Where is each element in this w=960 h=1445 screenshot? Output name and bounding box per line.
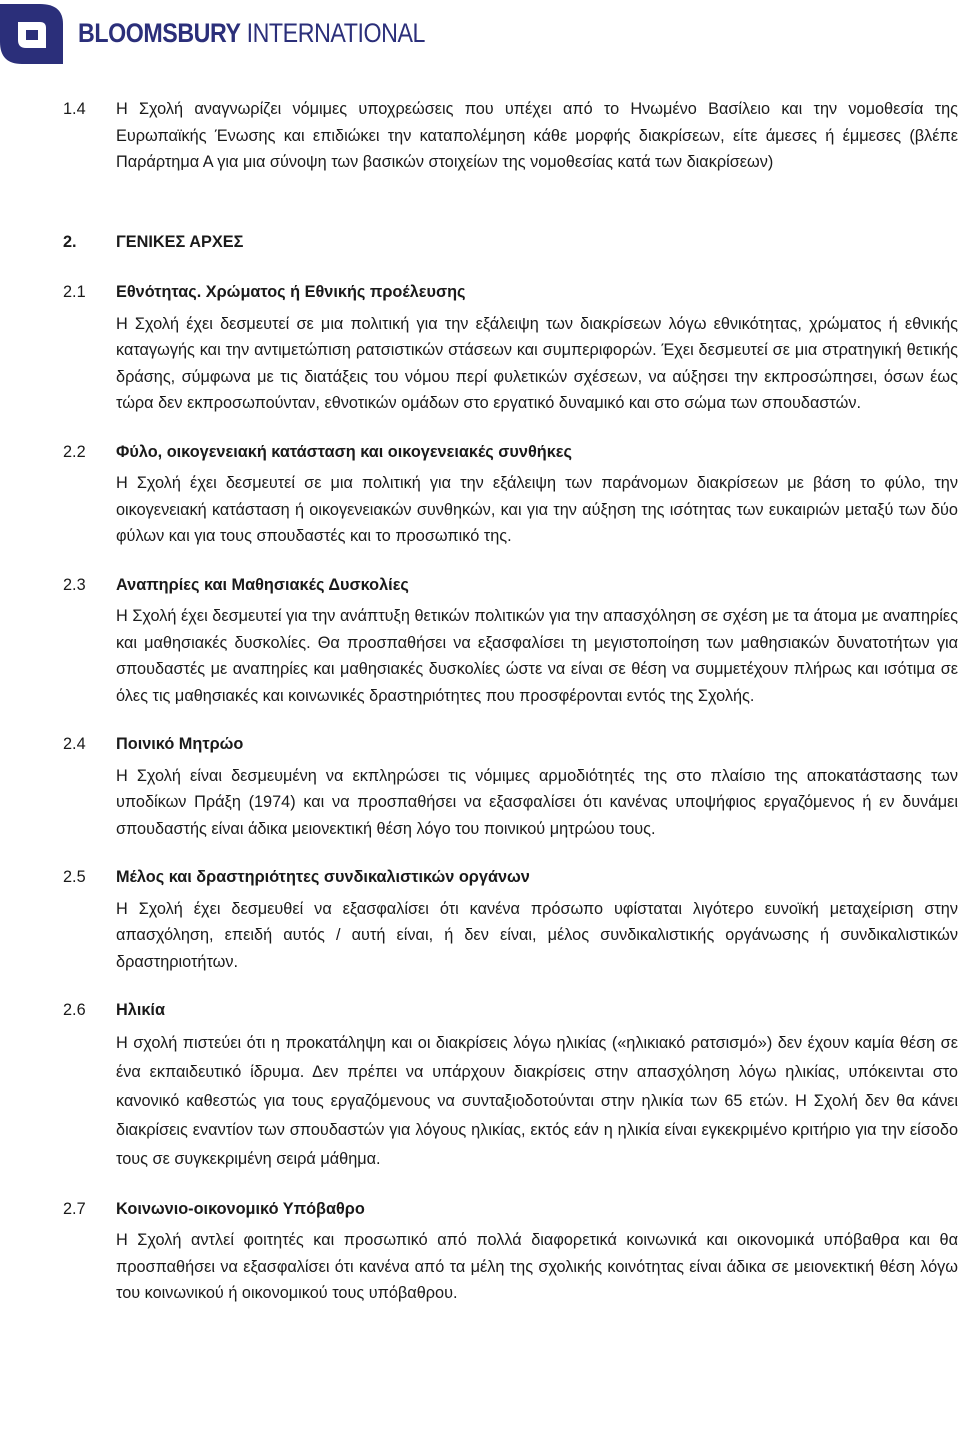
section-heading xyxy=(63,439,958,466)
section-text: Η Σχολή αντλεί φοιτητές και προσωπικό από πολλά διαφορετικά κοινωνικά και οικονομικά υπόβαθρα και θα προσπαθήσει να εξασφαλίσει ότι κανένα από τα μέλη της σχολικής κοινότητας είναι άδικα σε μειονεκτική θέση λόγω του κοινωνικού ή οικονομικού τους υπόβαθρου. xyxy=(116,1231,958,1302)
document-header xyxy=(0,0,960,70)
brand-name-bold: BLOOMSBURY xyxy=(78,18,241,48)
main-heading-title: ΓΕΝΙΚΕΣ ΑΡΧΕΣ xyxy=(116,232,244,251)
section-text: Η σχολή πιστεύει ότι η προκατάληψη και οι διακρίσεις λόγω ηλικίας («ηλικιακό ρατσισμό») δεν έχουν καμία θέση σε ένα εκπαιδευτικό ίδρυμα. Δεν πρέπει να υπάρχουν διακρίσεις στην απασχόληση λόγω ηλικίας, υπόκειντaι στο κανονικό καθεστώς για τους εργαζόμενους να συνταξιοδοτούνται στην ηλικία των 65 ετών. Η Σχολή δεν θα κάνει διακρίσεις εναντίον των σπουδαστών για λόγους ηλικίας, εκτός εάν η ηλικία είναι εγκεκριμένο κριτήριο για την είσοδο τους σε συγκεκριμένη σειρά μάθημα. xyxy=(116,1033,958,1168)
section-2-6 xyxy=(63,997,958,1174)
section-title: Μέλος και δραστηριότητες συνδικαλιστικών οργάνων xyxy=(116,868,530,886)
section-number: 2.2 xyxy=(63,442,86,461)
section-title: Εθνότητας. Χρώματος ή Εθνικής προέλευσης xyxy=(116,283,466,301)
section-heading xyxy=(63,864,958,891)
section-heading xyxy=(63,572,958,599)
document-body xyxy=(63,96,958,1307)
brand-wordmark xyxy=(78,18,425,49)
section-text: Η Σχολή έχει δεσμευτεί για την ανάπτυξη θετικών πολιτικών για την απασχόληση σε σχέση με τα άτομα με αναπηρίες και μαθησιακές δυσκολίες. Θα προσπαθήσει να εξασφαλίσει τη μεγιστοποίηση των μαθησιακών δυνατοτήτων για σπουδαστές με αναπηρίες και μαθησιακές δυσκολίες ώστε να είναι σε θέση να συμμετέχουν πλήρως και ισότιμα σε όλες τις μαθησιακές και κοινωνικές δραστηριότητες που προσφέρονται εντός της Σχολής. xyxy=(116,607,958,705)
section-text: Η Σχολή έχει δεσμευτεί σε μια πολιτική για την εξάλειψη των παράνομων διακρίσεων με βάση το φύλο, την οικογενειακή κατάσταση ή οικογενειακών συνθηκών, και για την αύξηση της ισότητας των ευκαιριών μεταξύ των δύο φύλων και για τους σπουδαστές και το προσωπικό της. xyxy=(116,474,958,545)
section-title: Κοινωνιο-οικονομικό Υπόβαθρο xyxy=(116,1199,365,1218)
intro-paragraph xyxy=(63,96,958,176)
section-number: 2.6 xyxy=(63,1001,86,1019)
section-number: 2.5 xyxy=(63,868,86,886)
section-heading xyxy=(63,731,958,758)
section-title: Ποινικό Μητρώο xyxy=(116,735,244,753)
section-title: Αναπηρίες και Μαθησιακές Δυσκολίες xyxy=(116,575,409,594)
intro-text: Η Σχολή αναγνωρίζει νόμιμες υποχρεώσεις που υπέχει από το Ηνωμένο Βασίλειο και την νομοθεσία της Ευρωπαϊκής Ένωσης και επιδιώκει την καταπολέμηση κάθε μορφής διακρίσεων, είτε άμεσες ή έμμεσες (βλέπε Παράρτημα Α για μια σύνοψη των βασικών στοιχείων της νομοθεσίας κατά των διακρίσεων) xyxy=(116,100,958,171)
section-2-3 xyxy=(63,572,958,710)
section-2-2 xyxy=(63,439,958,550)
main-heading xyxy=(63,229,958,256)
section-number: 2.1 xyxy=(63,283,86,301)
section-title: Φύλο, οικογενειακή κατάσταση και οικογενειακές συνθήκες xyxy=(116,442,572,461)
section-title: Ηλικία xyxy=(116,1001,165,1019)
section-heading xyxy=(63,997,958,1024)
brand-name-light: INTERNATIONAL xyxy=(246,18,426,48)
section-heading xyxy=(63,1196,958,1223)
section-2-1 xyxy=(63,279,958,417)
section-2-5 xyxy=(63,864,958,975)
section-2-4 xyxy=(63,731,958,842)
section-number: 2.3 xyxy=(63,575,86,594)
main-heading-number: 2. xyxy=(63,232,77,251)
section-text: Η Σχολή είναι δεσμευμένη να εκπληρώσει τις νόμιμες αρμοδιότητές της στο πλαίσιο της αποκατάστασης των υποδίκων Πράξη (1974) και να προσπαθήσει να εξασφαλίσει ότι κανένας υποψήφιος εργαζόμενος ή εν δυνάμει σπουδαστής είναι άδικα μειονεκτική θέση λόγο του ποινικού μητρώου τους. xyxy=(116,766,958,838)
section-text: Η Σχολή έχει δεσμευθεί να εξασφαλίσει ότι κανένα πρόσωπο υφίσταται λιγότερο ευνοϊκή μεταχείριση στην απασχόληση, επειδή αυτός / αυτή είναι, ή δεν είναι, μέλος συνδικαλιστικής οργάνωσης ή συνδικαλιστικών δραστηριοτήτων. xyxy=(116,899,958,971)
bloomsbury-logo-mark-icon xyxy=(0,2,66,66)
section-number: 2.7 xyxy=(63,1199,86,1218)
intro-number: 1.4 xyxy=(63,100,86,118)
section-2-7 xyxy=(63,1196,958,1307)
section-number: 2.4 xyxy=(63,735,86,753)
section-heading xyxy=(63,279,958,306)
section-text: Η Σχολή έχει δεσμευτεί σε μια πολιτική για την εξάλειψη των διακρίσεων λόγω εθνικότητας, χρώματος ή εθνικής καταγωγής και την αντιμετώπιση ρατσιστικών στάσεων και συμπεριφορών. Έχει δεσμευτεί σε μια στρατηγική θετικής δράσης, σύμφωνα με τις διατάξεις του νόμου περί φυλετικών σχέσεων, να αύξησει την εκπροσώπησει, όσων έως τώρα δεν εκπροσωπούνταν, εθνοτικών ομάδων στο εργατικό δυναμικό και στο σώμα των σπουδαστών. xyxy=(116,314,958,412)
